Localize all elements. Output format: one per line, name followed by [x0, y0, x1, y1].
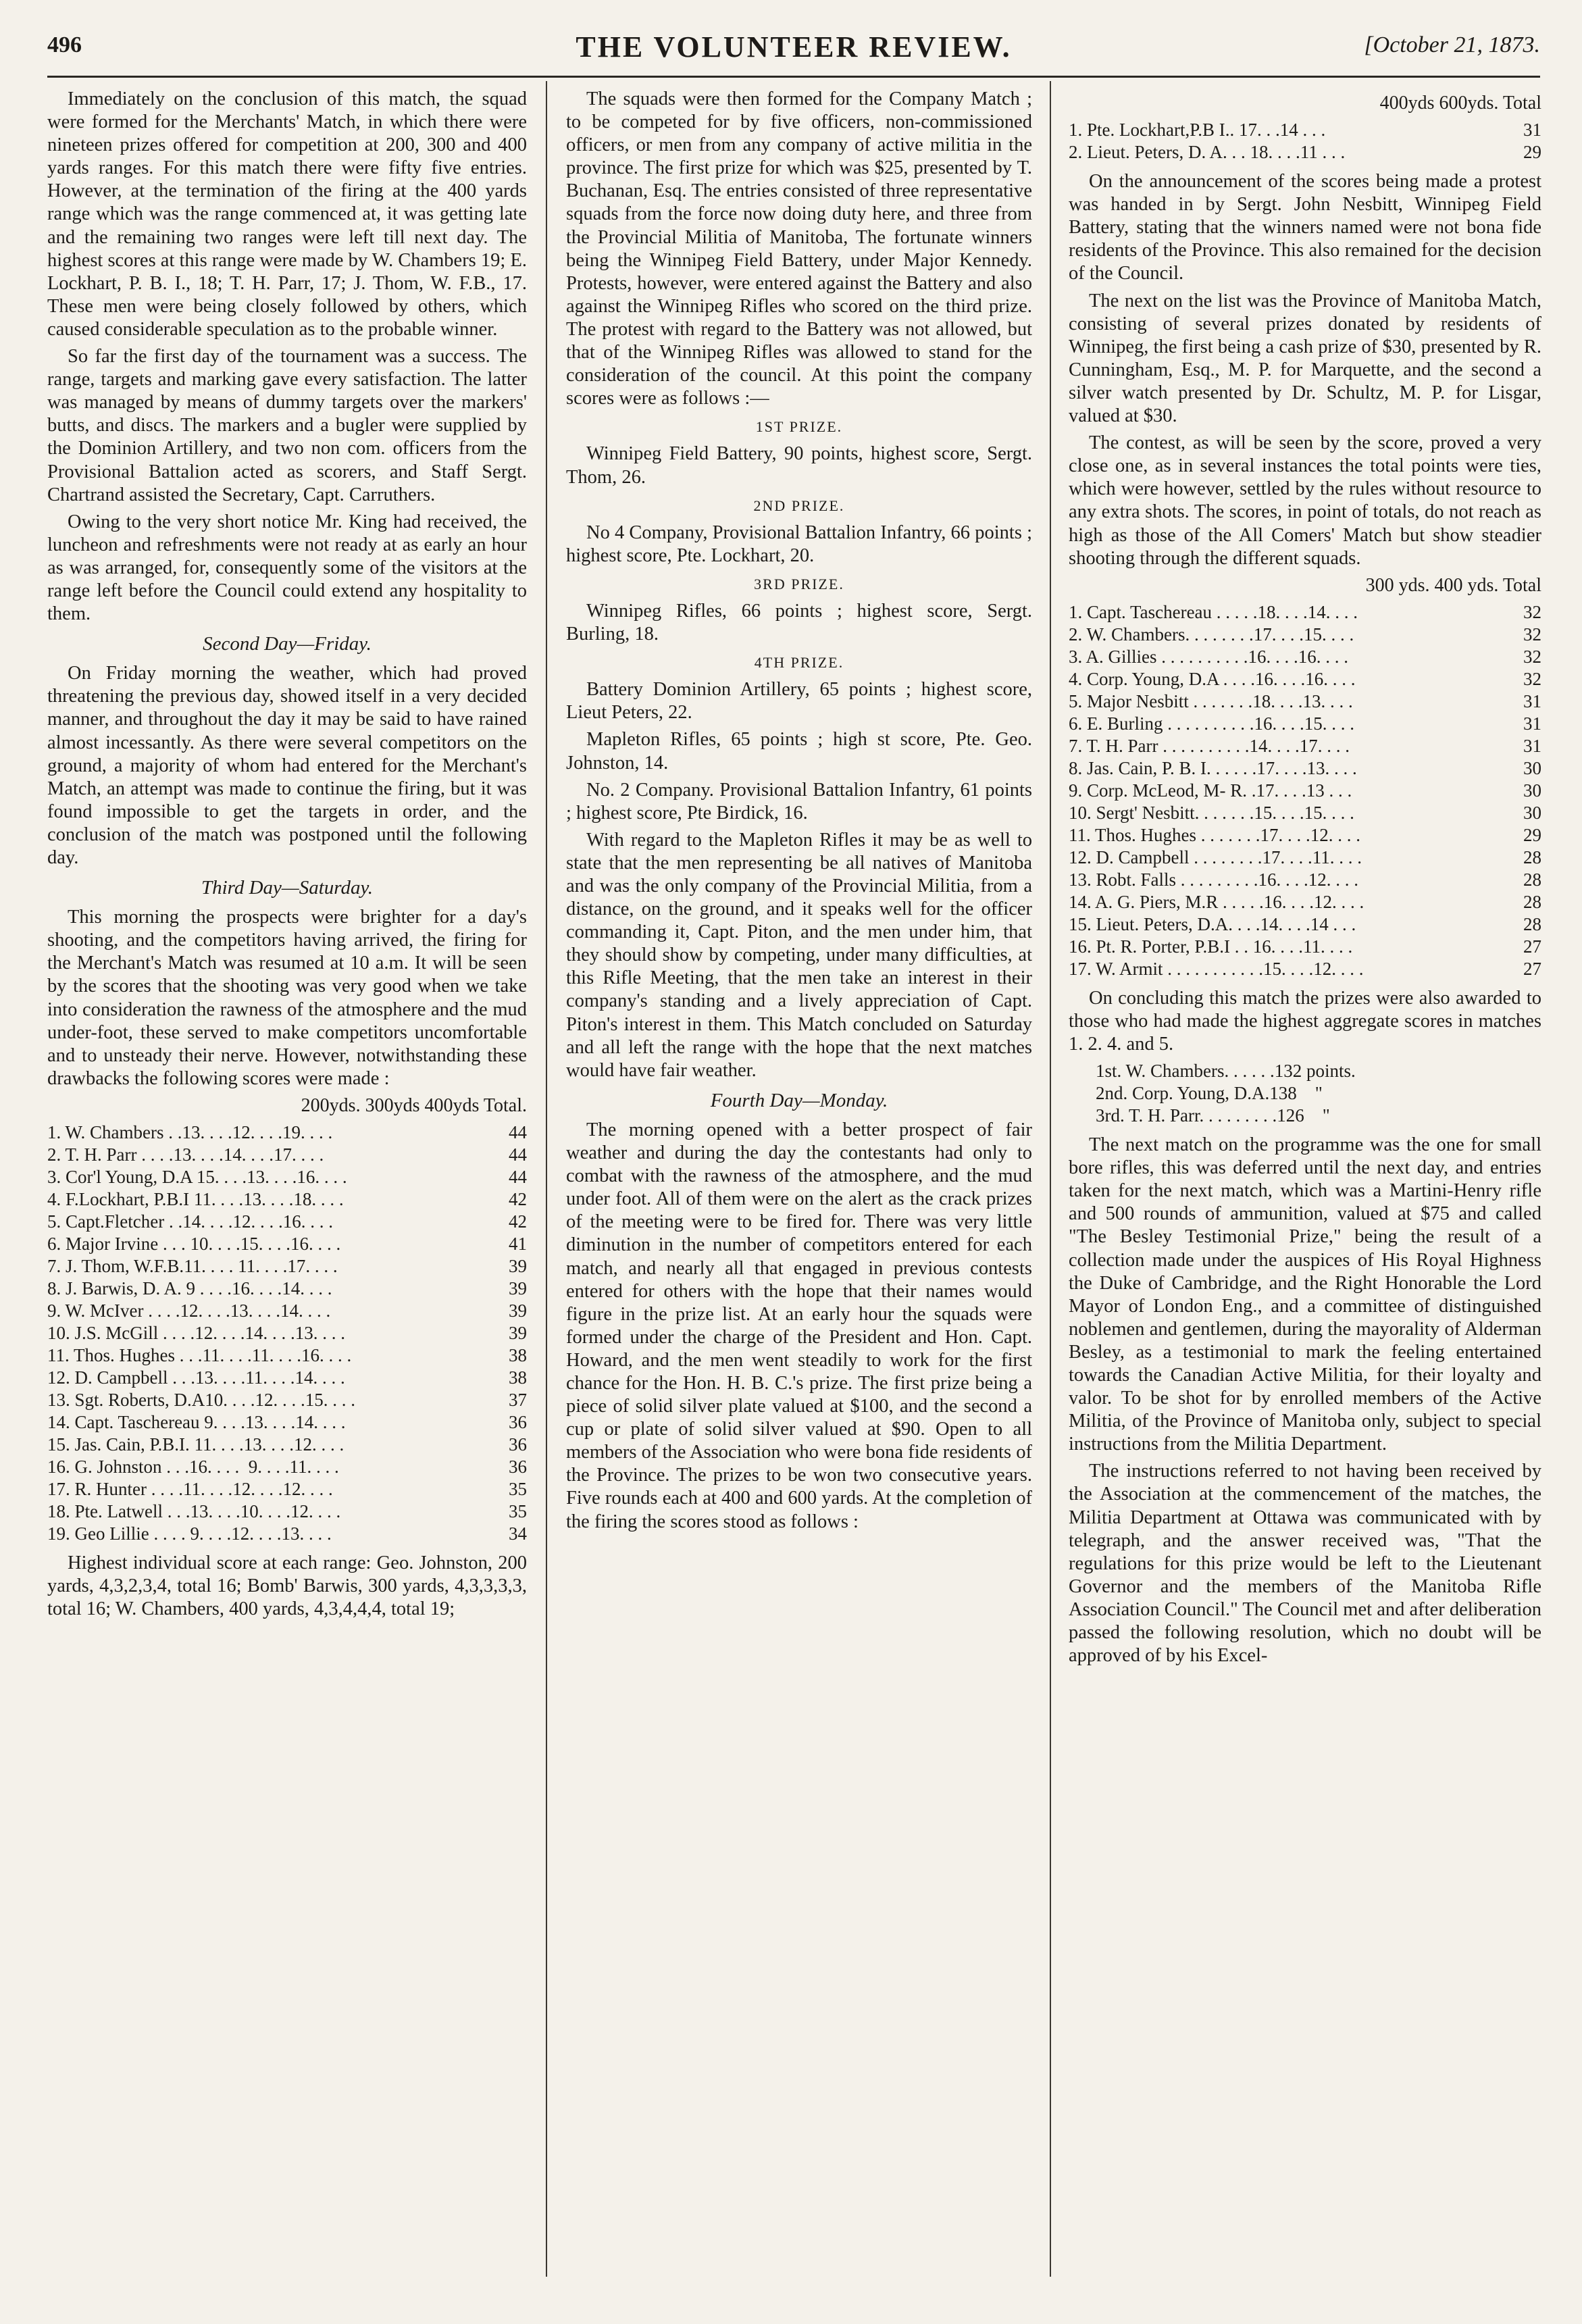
column-3: [1069, 88, 1541, 2290]
table-row: 7. J. Thom, W.F.B.11. . . . 11. . . .17. . . . 39: [47, 1256, 527, 1277]
paragraph: This morning the prospects were brighter for a day's shooting, and the competitors having arrived, the firing for the Merchant's Match was resumed at 10 a.m. It will be seen by the scores that the shooting was very good when we take into consideration the rawness of the atmosphere and the mud under-foot, these served to make competitors uncomfortable and to unsteady their nerve. However, notwithstanding these drawbacks the following scores were made :: [47, 907, 527, 1089]
table-row: 16. Pt. R. Porter, P.B.I . . 16. . . .11. . . . 27: [1069, 936, 1541, 957]
paragraph: With regard to the Mapleton Rifles it may be as well to state that the men representing be all natives of Manitoba and was the only company of the Provincial Militia, from a distance, on the ground, and it speaks well for the officer commanding it, Capt. Piton, and the men under him, that they should show by competing, under many difficulties, at this Rifle Meeting, that the men take an interest in their company's standing and a lively appreciation of Capt. Piton's interest in them. This Match concluded on Saturday and all left the range with the hope that the next matches would have fair weather.: [566, 829, 1032, 1081]
paragraph: On concluding this match the prizes were also awarded to those who had made the highest aggregate scores in matches 1. 2. 4. and 5.: [1069, 987, 1541, 1055]
section-heading: Second Day—Friday.: [203, 633, 372, 655]
masthead-rule: [47, 76, 1540, 78]
table-row: 17. R. Hunter . . . .11. . . .12. . . .12. . . . 35: [47, 1479, 527, 1500]
paragraph: The squads were then formed for the Company Match ; to be competed for by five officers, non-commissioned officers, or men from any company of active militia in the province. The first prize for which was $25, presented by T. Buchanan, Esq. The entries consisted of three representative squads from the force now doing duty here, and three from the Provincial Militia of Manitoba, The fortunate winners being the Winnipeg Field Battery, under Major Kennedy. Protests, however, were entered against the Battery and also against the Winnipeg Rifles who scored on the third prize. The protest with regard to the Battery was not allowed, but that of the Winnipeg Rifles was allowed to stand for the consideration of the council. At this point the company scores were as follows :—: [566, 89, 1032, 409]
table-row: 5. Major Nesbitt . . . . . . .18. . . .13. . . . 31: [1069, 690, 1541, 711]
table-row: 2. T. H. Parr . . . .13. . . .14. . . .17. . . . 44: [47, 1144, 527, 1165]
table-row: 19. Geo Lillie . . . . 9. . . .12. . . .13. . . . 34: [47, 1523, 527, 1544]
table-row: 18. Pte. Latwell . . .13. . . .10. . . .12. . . . 35: [47, 1501, 527, 1522]
table-row: 14. Capt. Taschereau 9. . . .13. . . .14. . . . 36: [47, 1412, 527, 1433]
table-row: 16. G. Johnston . . .16. . . . 9. . . .11. . . . 36: [47, 1457, 527, 1477]
table-row: 11. Thos. Hughes . . .11. . . .11. . . .16. . . . 38: [47, 1345, 527, 1366]
paragraph: Winnipeg Field Battery, 90 points, highest score, Sergt. Thom, 26.: [566, 443, 1032, 488]
column-2: [566, 88, 1032, 2290]
table-row: 15. Jas. Cain, P.B.I. 11. . . .13. . . .12. . . . 36: [47, 1434, 527, 1455]
list-item: 3rd. T. H. Parr. . . . . . . . .126 ": [1096, 1105, 1330, 1126]
paragraph: No. 2 Company. Provisional Battalion Infantry, 61 points ; highest score, Pte Birdick, 16.: [566, 779, 1032, 824]
table-row: 6. Major Irvine . . . 10. . . .15. . . .16. . . . 41: [47, 1234, 527, 1255]
table-row: 9. W. McIver . . . .12. . . .13. . . .14. . . . 39: [47, 1300, 527, 1321]
table-row: 4. Corp. Young, D.A . . . .16. . . .16. . . . 32: [1069, 668, 1541, 689]
table-row: 12. D. Campbell . . .13. . . .11. . . .14. . . . 38: [47, 1367, 527, 1388]
table-row: 3. A. Gillies . . . . . . . . . .16. . . .16. . . . 32: [1069, 646, 1541, 667]
table-row: 13. Robt. Falls . . . . . . . . .16. . . .12. . . . 28: [1069, 869, 1541, 890]
column-divider: [1050, 81, 1051, 2277]
table-row: 4. F.Lockhart, P.B.I 11. . . .13. . . .18. . . . 42: [47, 1189, 527, 1210]
list-item: 2nd. Corp. Young, D.A.138 ": [1096, 1083, 1323, 1104]
score-table: [1069, 119, 1541, 163]
aggregate-list: [1096, 1060, 1541, 1127]
prize-heading: 2ND PRIZE.: [753, 497, 845, 514]
table-row: 1. W. Chambers . .13. . . .12. . . .19. . . . 44: [47, 1122, 527, 1143]
section-heading: Third Day—Saturday.: [201, 877, 374, 899]
table-row: 10. Sergt' Nesbitt. . . . . . .15. . . .15. . . . 30: [1069, 802, 1541, 823]
table-row: 1. Capt. Taschereau . . . . .18. . . .14. . . . 32: [1069, 601, 1541, 622]
paragraph: On Friday morning the weather, which had proved threatening the previous day, showed itself in a very decided manner, and throughout the day it may be said to have rained almost incessantly. As there were several competitors on the ground, a majority of whom had entered for the Merchant's Match, an attempt was made to continue the firing, but it was found impossible to get the targets in order, and the conclusion of the match was postponed until the following day.: [47, 663, 527, 868]
table-row: 13. Sgt. Roberts, D.A10. . . .12. . . .15. . . . 37: [47, 1390, 527, 1411]
table-row: 8. Jas. Cain, P. B. I. . . . . .17. . . .13. . . . 30: [1069, 757, 1541, 778]
table-row: 3. Cor'l Young, D.A 15. . . .13. . . .16. . . . 44: [47, 1167, 527, 1188]
column-1: [47, 88, 527, 2290]
table-row: 1. Pte. Lockhart,P.B I.. 17. . .14 . . . 31: [1069, 120, 1541, 141]
table-row: 5. Capt.Fletcher . .14. . . .12. . . .16. . . . 42: [47, 1211, 527, 1232]
paragraph: The contest, as will be seen by the score, proved a very close one, as in several instances the total points were ties, which were however, settled by the rules without resource to any extra shots. The scores, in point of totals, do not reach as high as those of the All Comers' Match but show steadier shooting through the different squads.: [1069, 432, 1541, 569]
score-table: [47, 1121, 527, 1545]
table-row: 17. W. Armit . . . . . . . . . . .15. . . .12. . . . 27: [1069, 958, 1541, 979]
paragraph: The next on the list was the Province of Manitoba Match, consisting of several prizes donated by residents of Winnipeg, the first being a cash prize of $30, presented by R. Cunningham, Esq., M. P. for Marquette, and the second a silver watch presented by Dr. Schultz, M. P. for Lisgar, valued at $30.: [1069, 290, 1541, 427]
prize-heading: 4TH PRIZE.: [754, 654, 844, 672]
table-row: 2. W. Chambers. . . . . . . .17. . . .15. . . . 32: [1069, 624, 1541, 645]
score-table-header: 400yds 600yds. Total: [1379, 93, 1541, 113]
prize-heading: 1ST PRIZE.: [755, 418, 843, 436]
table-row: 11. Thos. Hughes . . . . . . .17. . . .12. . . . 29: [1069, 824, 1541, 845]
paragraph: So far the first day of the tournament was a success. The range, targets and marking gave every satisfaction. The latter was managed by means of dummy targets over the markers' butts, and discs. The markers and a bugler were supplied by the Dominion Artillery, and two non com. officers from the Provisional Battalion acted as scorers, and Staff Sergt. Chartrand assisted the Secretary, Capt. Carruthers.: [47, 346, 527, 505]
score-table-header: 200yds. 300yds 400yds Total.: [301, 1094, 527, 1116]
prize-heading: 3RD PRIZE.: [754, 575, 844, 592]
table-row: 9. Corp. McLeod, M- R. .17. . . .13 . . . 30: [1069, 780, 1541, 801]
table-row: 12. D. Campbell . . . . . . . .17. . . .11. . . . 28: [1069, 847, 1541, 867]
newspaper-title: THE VOLUNTEER REVIEW.: [576, 30, 1012, 64]
paragraph: The next match on the programme was the one for small bore rifles, this was deferred until the next day, and entries taken for the next match, which was a Martini-Henry rifle and 500 rounds of ammunition, valued at $75 and called "The Besley Testimonial Prize," being the result of a collection made under the auspices of His Royal Highness the Duke of Cambridge, and the Right Honorable the Lord Mayor of London Eng., and a committee of distinguished noblemen and gentlemen, during the mayorality of Alderman Besley, as a testimonial to mark the feeling entertained towards the Canadian Active Militia, for their loyalty and valor. To be shot for by enrolled members of the Active Militia, of the Province of Manitoba only, subject to special instructions from the Militia Department.: [1069, 1134, 1541, 1455]
paragraph: On the announcement of the scores being made a protest was handed in by Sergt. John Nesbitt, Winnipeg Field Battery, stating that the winners named were not bona fide residents of the Province. This also remained for the decision of the Council.: [1069, 171, 1541, 284]
table-row: 7. T. H. Parr . . . . . . . . . .14. . . .17. . . . 31: [1069, 735, 1541, 756]
paragraph: Owing to the very short notice Mr. King had received, the luncheon and refreshments were not ready at as early an hour as was arranged, for, consequently some of the visitors at the range left before the Council could extend any hospitality to them.: [47, 511, 527, 625]
score-table: [1069, 601, 1541, 980]
paragraph: The morning opened with a better prospect of fair weather and during the day the contestants had only to combat with the rawness of the atmosphere, and the mud under foot. All of them were on the alert as the crack prizes of the meeting were to be fired for. There was very little diminution in the number of competitors entered for each match, and nearly all that engaged in previous contests entered for others with the hope that their names would figure in the prize list. At an early hour the squads were formed under the charge of the President and Hon. Capt. Howard, and the men went steadily to work for the first chance for the Hon. H. B. C.'s prize. The first prize being a piece of solid silver plate valued at $100, and the second a cup or plate of solid silver valued at $90. Open to all members of the Association who were bona fide residents of the Province. The prizes to be won two consecutive years. Five rounds each at 400 and 600 yards. At the completion of the firing the scores stood as follows :: [566, 1119, 1032, 1532]
table-row: 15. Lieut. Peters, D.A. . . .14. . . .14 . . . 28: [1069, 913, 1541, 934]
table-row: 2. Lieut. Peters, D. A. . . 18. . . .11 . . . 29: [1069, 142, 1541, 163]
issue-date: [October 21, 1873.: [1364, 32, 1540, 57]
paragraph: Highest individual score at each range: Geo. Johnston, 200 yards, 4,3,2,3,4, total 16; Bomb' Barwis, 300 yards, 4,3,3,3,3, total 16; W. Chambers, 400 yards, 4,3,4,4,4, total 19;: [47, 1552, 527, 1620]
score-table-header: 300 yds. 400 yds. Total: [1365, 574, 1541, 596]
paragraph: Immediately on the conclusion of this match, the squad were formed for the Merchants' Match, in which there were nineteen prizes offered for competition at 200, 300 and 400 yards ranges. For this match there were fifty five entries. However, at the termination of the firing at the 400 yards range which was the range commenced at, it was getting late and the remaining two ranges were left till next day. The highest scores at this range were made by W. Chambers 19; E. Lockhart, P. B. I., 18; T. H. Parr, 17; J. Thom, W. F.B., 17. These men were being closely followed by others, which caused considerable speculation as to the probable winner.: [47, 89, 527, 340]
table-row: 8. J. Barwis, D. A. 9 . . . .16. . . .14. . . . 39: [47, 1278, 527, 1299]
table-row: 10. J.S. McGill . . . .12. . . .14. . . .13. . . . 39: [47, 1323, 527, 1344]
paragraph: The instructions referred to not having been received by the Association at the commencement of the matches, the Militia Department at Ottawa was communicated with by telegraph, and the answer received was, "That the regulations for this prize would be left to the Lieutenant Governor and the members of the Manitoba Rifle Association Council." The Council met and after deliberation passed the following resolution, which no doubt will be approved of by his Excel-: [1069, 1461, 1541, 1667]
page-number: 496: [47, 32, 82, 57]
list-item: 1st. W. Chambers. . . . . .132 points.: [1096, 1061, 1356, 1082]
paragraph: No 4 Company, Provisional Battalion Infantry, 66 points ; highest score, Pte. Lockhart, 20.: [566, 522, 1032, 566]
masthead: [47, 27, 1540, 69]
paragraph: Winnipeg Rifles, 66 points ; highest score, Sergt. Burling, 18.: [566, 600, 1032, 645]
paragraph: Battery Dominion Artillery, 65 points ; highest score, Lieut Peters, 22.: [566, 679, 1032, 724]
section-heading: Fourth Day—Monday.: [710, 1089, 888, 1111]
paragraph: Mapleton Rifles, 65 points ; high st score, Pte. Geo. Johnston, 14.: [566, 729, 1032, 774]
table-row: 14. A. G. Piers, M.R . . . . .16. . . .12. . . . 28: [1069, 891, 1541, 912]
table-row: 6. E. Burling . . . . . . . . . .16. . . .15. . . . 31: [1069, 713, 1541, 734]
column-divider: [546, 81, 547, 2277]
